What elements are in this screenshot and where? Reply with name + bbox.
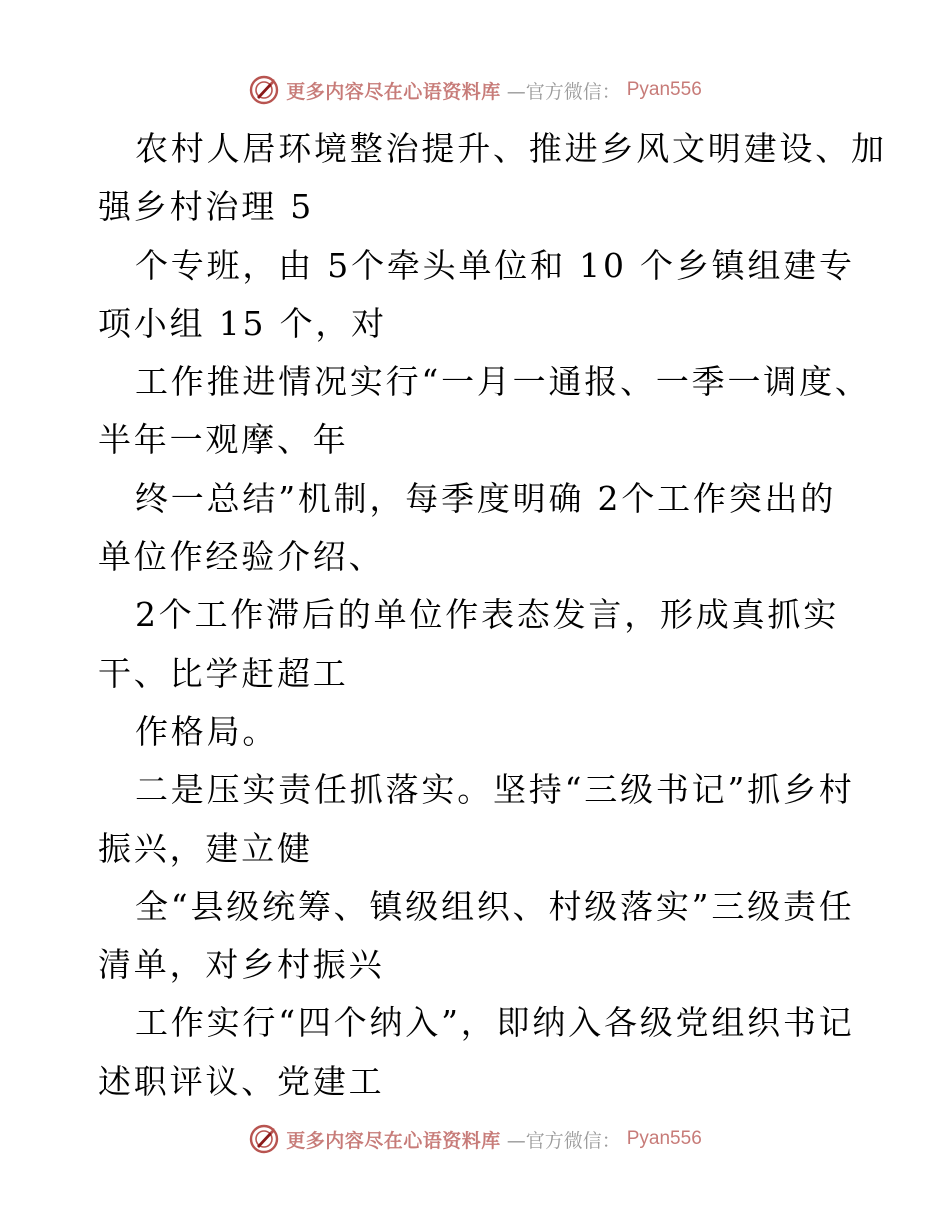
text-line: 农村人居环境整治提升、推进乡风文明建设、加 bbox=[135, 129, 887, 168]
document-body bbox=[98, 120, 887, 1111]
text-line: 单位作经验介绍、 bbox=[98, 537, 385, 577]
text-line: 干、比学赶超工 bbox=[98, 653, 349, 693]
watermark-site-text: 更多内容尽在心语资料库 bbox=[286, 80, 501, 103]
logo-icon bbox=[248, 74, 280, 106]
text-line: 工作推进情况实行“一月一通报、一季一调度、 bbox=[135, 362, 871, 402]
text-line: 项小组 15 个，对 bbox=[98, 303, 387, 343]
watermark-site-text: 更多内容尽在心语资料库 bbox=[286, 1129, 501, 1152]
text-line: 全“县级统筹、镇级组织、村级落实”三级责任 bbox=[135, 886, 855, 926]
text-line: 2个工作滞后的单位作表态发言，形成真抓实 bbox=[135, 595, 839, 635]
footer-watermark bbox=[0, 1119, 950, 1159]
watermark-label: —官方微信： bbox=[506, 1129, 621, 1152]
text-line: 作格局。 bbox=[135, 711, 279, 751]
watermark-wechat-id: Pyan556 bbox=[626, 79, 702, 100]
text-line: 强乡村治理 5 bbox=[98, 187, 315, 227]
text-line: 工作实行“四个纳入”，即纳入各级党组织书记 bbox=[135, 1003, 855, 1043]
text-line: 振兴，建立健 bbox=[98, 828, 313, 868]
text-line: 二是压实责任抓落实。坚持“三级书记”抓乡村 bbox=[135, 770, 855, 810]
text-line: 终一总结”机制，每季度明确 2个工作突出的 bbox=[135, 478, 837, 518]
text-line: 半年一观摩、年 bbox=[98, 420, 349, 460]
logo-icon bbox=[248, 1123, 280, 1155]
text-line: 述职评议、党建工 bbox=[98, 1061, 385, 1101]
watermark-label: —官方微信： bbox=[506, 80, 621, 103]
watermark-wechat-id: Pyan556 bbox=[626, 1128, 702, 1149]
header-watermark bbox=[0, 70, 950, 110]
text-line: 个专班，由 5个牵头单位和 10 个乡镇组建专 bbox=[135, 245, 855, 285]
text-line: 清单，对乡村振兴 bbox=[98, 945, 385, 985]
